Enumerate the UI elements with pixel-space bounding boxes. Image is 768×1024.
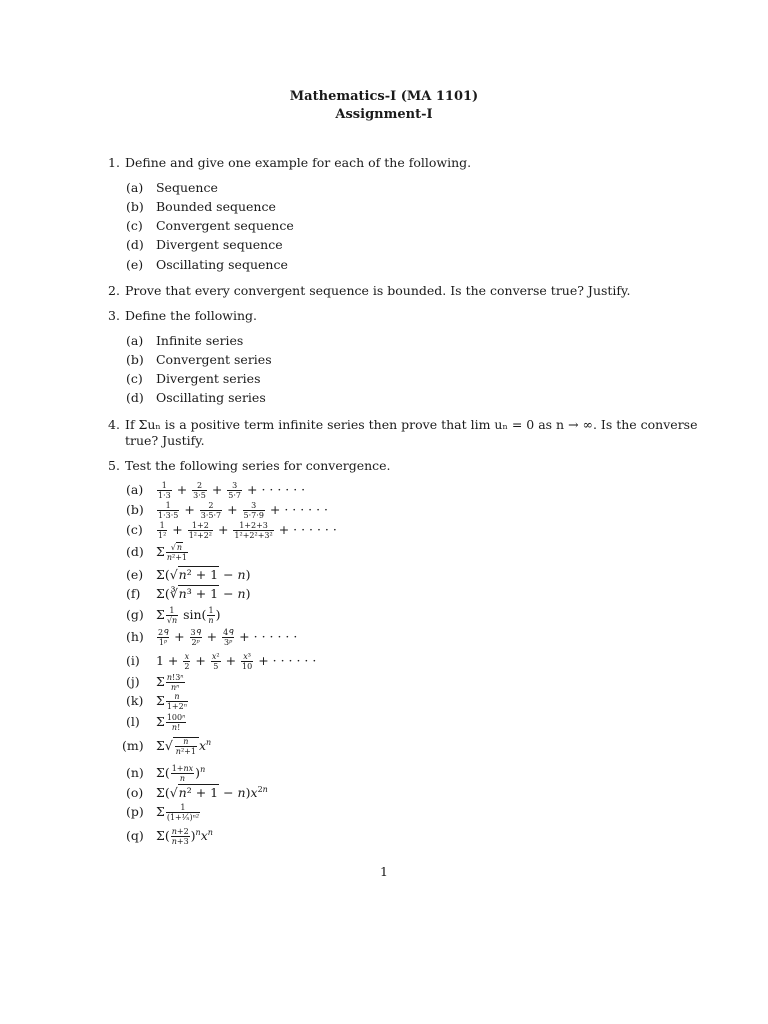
part-label: (l): [126, 714, 140, 729]
part-text: Convergent series: [155, 352, 272, 367]
question-number: 2.: [108, 283, 120, 298]
question-1-part: [126, 257, 288, 273]
part-label: (n): [126, 765, 144, 780]
part-label: (e): [126, 567, 144, 582]
series-l: [126, 713, 187, 732]
question-text: If Σuₙ is a positive term infinite series then prove that lim uₙ = 0 as n → ∞. Is the converse true? Justify.: [125, 417, 698, 448]
series-expression: Σ $\frac{1}{√n}$ sin( $\frac{1}{n}$ ): [155, 606, 221, 625]
series-expression: Σ $\frac{\text{100ⁿ}}{n!}$: [155, 713, 186, 732]
series-p: [126, 803, 201, 822]
page-number: 1: [380, 864, 388, 879]
series-f: [126, 586, 251, 602]
question-3-part: [126, 333, 243, 349]
series-expression: $\frac{1}{\text{1²}}$ + $\frac{1+2}{\text{1²+2²}}$ + $\frac{1+2+3}{\text{1²+2²+3²}}$ + · · · · · ·: [157, 521, 337, 540]
series-expression: Σ $\frac{√n}{\text{n²+1}}$: [155, 543, 187, 562]
series-n: [126, 764, 205, 783]
series-expression: Σ(√n² + 1 − n): [155, 567, 251, 582]
series-expression: $\Sigma(√n^2 + 1 - n)x^{2n}$: [155, 785, 268, 801]
part-label: (b): [126, 352, 144, 367]
question-1-part: [126, 199, 276, 215]
course-title: Mathematics-I (MA 1101): [289, 89, 479, 104]
part-text: Oscillating sequence: [155, 257, 288, 272]
question-text: Define and give one example for each of the following.: [125, 155, 472, 170]
question-3-part: [126, 352, 272, 368]
series-o: [126, 785, 268, 801]
series-expression: Σ(∛n³ + 1 − n): [155, 586, 251, 601]
part-label: (f): [126, 586, 141, 601]
part-label: (c): [126, 218, 143, 233]
part-label: (m): [122, 738, 144, 753]
part-label: (d): [126, 237, 144, 252]
part-label: (a): [126, 180, 144, 195]
part-label: (p): [126, 804, 144, 819]
question-text: Define the following.: [125, 308, 258, 323]
question-3-part: [126, 390, 266, 406]
series-k: [126, 692, 189, 711]
series-a: [126, 481, 305, 500]
question-number: 1.: [108, 155, 120, 170]
part-label: (d): [126, 544, 144, 559]
part-label: (o): [126, 785, 144, 801]
question-number: 5.: [108, 458, 120, 473]
series-j: [126, 673, 186, 692]
part-label: (i): [126, 653, 140, 668]
series-expression: Σ $\frac{1}{\text{(1+¹⁄ₙ)ⁿ²}}$: [155, 803, 200, 822]
series-expression: Σ√ $\frac{n}{\text{n²+1}}$ $x^n$: [155, 737, 212, 756]
part-label: (g): [126, 607, 144, 622]
series-expression: $\frac{1}{1\cdot 3\cdot 5}$ + $\frac{2}{3\cdot 5\cdot 7}$ + $\frac{3}{5\cdot 7\cdot 9}$ + · · · · · ·: [157, 501, 329, 520]
part-label: (h): [126, 629, 144, 644]
part-text: Convergent sequence: [155, 218, 294, 233]
series-b: [126, 501, 328, 520]
series-d: [126, 543, 189, 562]
question-text: Test the following series for convergence.: [125, 458, 391, 473]
assignment-title: Assignment-I: [335, 107, 433, 122]
part-label: (c): [126, 522, 143, 537]
part-label: (b): [126, 199, 144, 214]
series-expression: Σ( $\frac{n+2}{n+3}$ )$^nx^n$: [155, 827, 213, 846]
part-text: Bounded sequence: [155, 199, 276, 214]
series-expression: Σ $\frac{\text{n!3ⁿ}}{\text{nⁿ}}$: [155, 673, 184, 692]
question-number: 4.: [108, 417, 120, 432]
part-text: Infinite series: [155, 333, 244, 348]
series-expression: Σ( $\frac{1+nx}{n}$ )$^n$: [155, 764, 206, 783]
question-number: 3.: [108, 308, 120, 323]
question-text: Prove that every convergent sequence is bounded. Is the converse true? Justify.: [125, 283, 631, 298]
part-text: Sequence: [155, 180, 218, 195]
part-text: Divergent series: [155, 371, 261, 386]
question-1-part: [126, 180, 218, 196]
question-1-part: [126, 218, 294, 234]
series-q: [126, 827, 213, 846]
series-expression: $\frac{\text{2ᑫ}}{\text{1ᵖ}}$ + $\frac{\text{3ᑫ}}{\text{2ᵖ}}$ + $\frac{\text{4ᑫ}}{\text{3ᵖ}}$ + · · · · · ·: [157, 628, 298, 647]
series-expression: $\frac{1}{1\cdot 3}$ + $\frac{2}{3\cdot 5}$ + $\frac{3}{5\cdot 7}$ + · · · · · ·: [157, 481, 306, 500]
part-text: Oscillating series: [155, 390, 266, 405]
series-g: [126, 606, 220, 625]
question-3-part: [126, 371, 260, 387]
series-i: [126, 652, 316, 671]
part-label: (d): [126, 390, 144, 405]
series-expression: 1 + $\frac{x}{2}$ + $\frac{\text{x²}}{5}$ + $\frac{\text{x³}}{10}$ + · · · · · ·: [155, 652, 317, 671]
question-1-part: [126, 237, 283, 253]
part-label: (j): [126, 674, 140, 689]
series-c: [126, 521, 337, 540]
part-label: (a): [126, 482, 144, 497]
series-m: [122, 737, 211, 756]
part-label: (b): [126, 502, 144, 517]
series-expression: Σ $\frac{n}{\text{1+2ⁿ}}$: [155, 692, 187, 711]
part-label: (k): [126, 693, 144, 708]
part-label: (q): [126, 828, 144, 843]
part-label: (a): [126, 333, 144, 348]
document-header: [0, 88, 768, 124]
series-e: [126, 567, 251, 583]
part-label: (e): [126, 257, 144, 272]
part-label: (c): [126, 371, 143, 386]
series-h: [126, 628, 297, 647]
part-text: Divergent sequence: [155, 237, 283, 252]
